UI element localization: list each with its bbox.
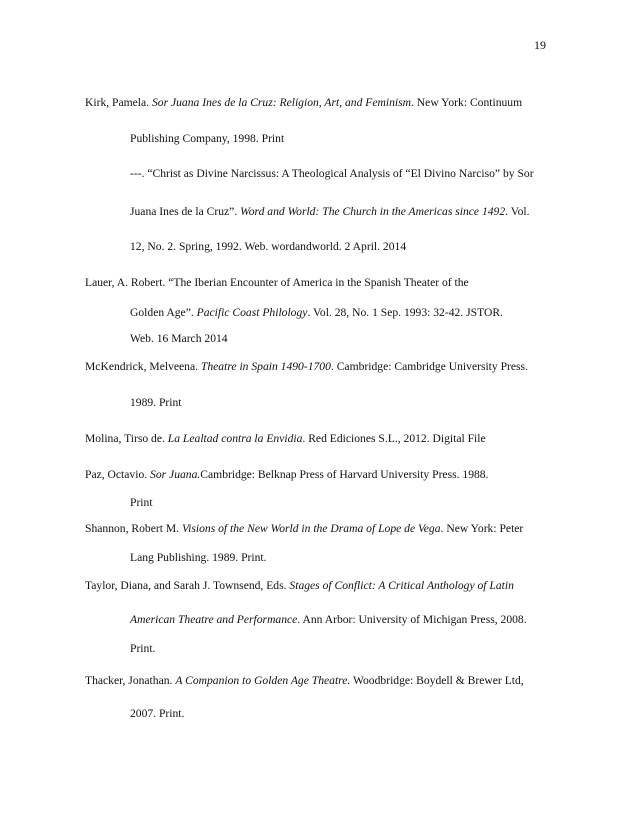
citation-text: Taylor, Diana, and Sarah J. Townsend, Eds. bbox=[85, 579, 290, 592]
citation-text: Cambridge: Belknap Press of Harvard University Press. 1988. bbox=[200, 468, 489, 481]
citation-text: . Vol. 28, No. 1 Sep. 1993: 32-42. JSTOR. bbox=[307, 306, 503, 319]
citation-line-paz-2 bbox=[130, 496, 153, 510]
citation-text: McKendrick, Melveena. bbox=[85, 360, 201, 373]
citation-line-kirk-3 bbox=[130, 167, 534, 181]
italic-title: Stages of Conflict: A Critical Anthology of Latin bbox=[289, 579, 514, 592]
citation-line-thacker-1 bbox=[85, 674, 524, 688]
citation-line-kirk-5 bbox=[130, 240, 406, 254]
citation-text: 2007. Print. bbox=[130, 707, 185, 720]
italic-title: Sor Juana. bbox=[150, 468, 201, 481]
citation-line-shannon-1 bbox=[85, 522, 523, 536]
citation-text: Print. bbox=[130, 642, 156, 655]
italic-title: Word and World: The Church in the Americas since 1492 bbox=[240, 205, 506, 218]
italic-title: Sor Juana Ines de la Cruz: Religion, Art, and Feminism bbox=[151, 96, 411, 109]
citation-text: Publishing Company, 1998. Print bbox=[130, 132, 285, 145]
page-number: 19 bbox=[534, 38, 546, 52]
citation-line-lauer-2 bbox=[130, 306, 503, 320]
citation-text: Print bbox=[130, 496, 153, 509]
citation-text: . New York: Peter bbox=[440, 522, 524, 535]
citation-text: Thacker, Jonathan. bbox=[85, 674, 176, 687]
citation-line-shannon-2 bbox=[130, 551, 267, 565]
citation-text: . New York: Continuum bbox=[411, 96, 523, 109]
italic-title: A Companion to Golden Age Theatre. bbox=[175, 674, 351, 687]
citation-text: Golden Age”. bbox=[130, 306, 197, 319]
citation-line-thacker-2 bbox=[130, 707, 184, 721]
citation-text: Shannon, Robert M. bbox=[85, 522, 182, 535]
citation-line-paz-1 bbox=[85, 468, 488, 482]
citation-line-mck-2 bbox=[130, 396, 182, 410]
citation-text: Kirk, Pamela. bbox=[85, 96, 152, 109]
citation-line-lauer-3 bbox=[130, 332, 228, 346]
citation-line-taylor-2 bbox=[130, 613, 527, 627]
citation-text: Juana Ines de la Cruz”. bbox=[130, 205, 241, 218]
citation-line-taylor-3 bbox=[130, 642, 155, 656]
citation-text: . Ann Arbor: University of Michigan Press, 2008. bbox=[297, 613, 527, 626]
italic-title: Visions of the New World in the Drama of Lope de Vega bbox=[181, 522, 441, 535]
italic-title: La Lealtad contra la Envidia bbox=[167, 432, 303, 445]
citation-text: . Vol. bbox=[505, 205, 530, 218]
citation-line-taylor-1 bbox=[85, 579, 514, 593]
citation-line-lauer-1 bbox=[85, 276, 469, 290]
italic-title: Pacific Coast Philology bbox=[196, 306, 308, 319]
italic-title: Theatre in Spain 1490-1700 bbox=[200, 360, 331, 373]
citation-line-kirk-1 bbox=[85, 96, 522, 110]
citation-text: Paz, Octavio. bbox=[85, 468, 151, 481]
citation-text: Web. 16 March 2014 bbox=[130, 332, 228, 345]
citation-line-mck-1 bbox=[85, 360, 528, 374]
italic-title: American Theatre and Performance bbox=[130, 613, 298, 626]
citation-text: . Red Ediciones S.L., 2012. Digital File bbox=[302, 432, 486, 445]
citation-line-kirk-2 bbox=[130, 132, 284, 146]
citation-text: Lauer, A. Robert. “The Iberian Encounter of America in the Spanish Theater of the bbox=[85, 276, 469, 289]
citation-text: Woodbridge: Boydell & Brewer Ltd, bbox=[350, 674, 524, 687]
citation-text: ---. “Christ as Divine Narcissus: A Theological Analysis of “El Divino Narciso” by Sor bbox=[130, 167, 534, 180]
citation-text: Molina, Tirso de. bbox=[85, 432, 168, 445]
citation-text: 1989. Print bbox=[130, 396, 182, 409]
citation-text: . Cambridge: Cambridge University Press. bbox=[330, 360, 528, 373]
citation-line-kirk-4 bbox=[130, 205, 530, 219]
citation-text: Lang Publishing. 1989. Print. bbox=[130, 551, 267, 564]
citation-line-molina-1 bbox=[85, 432, 486, 446]
citation-text: 12, No. 2. Spring, 1992. Web. wordandworld. 2 April. 2014 bbox=[130, 240, 407, 253]
